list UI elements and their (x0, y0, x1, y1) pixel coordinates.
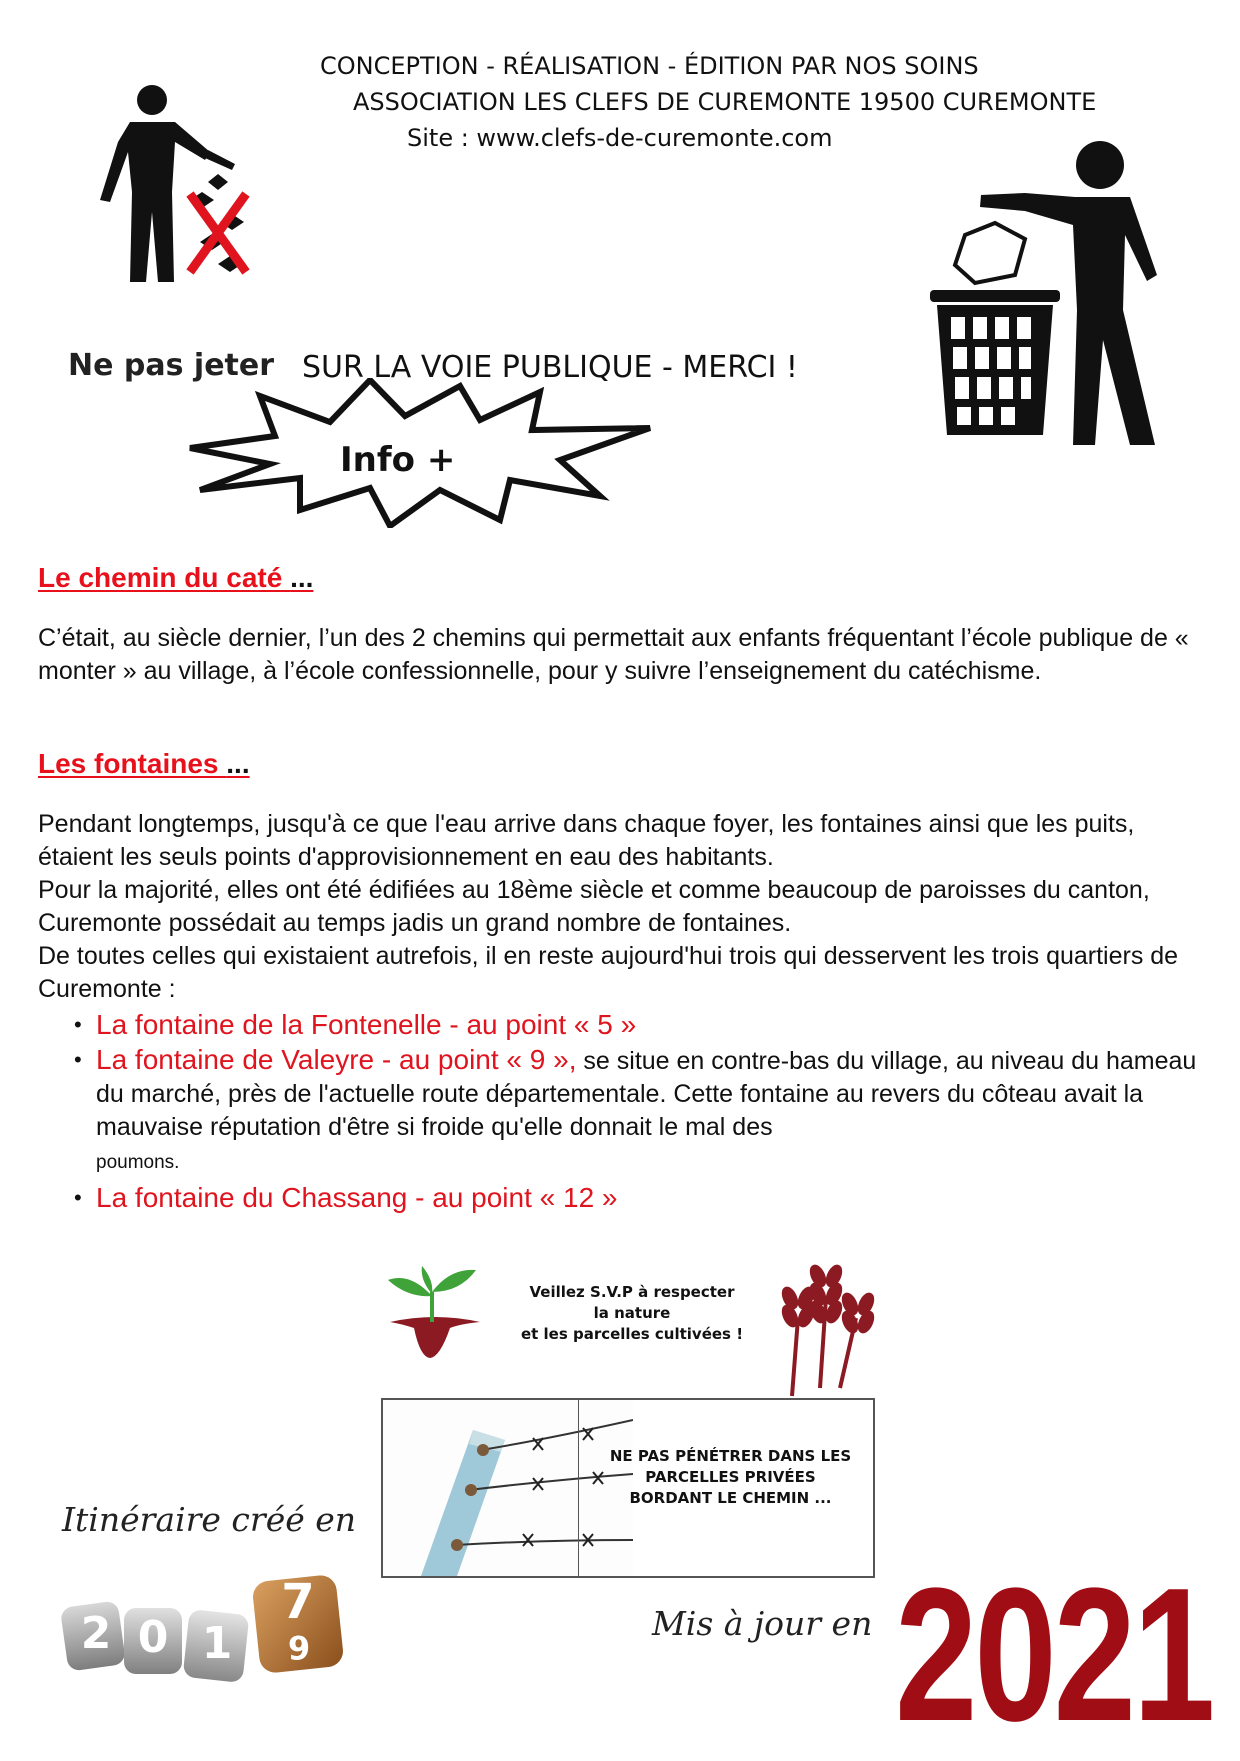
die-digit: 6 (287, 1628, 311, 1666)
private-line-1: NE PAS PÉNÉTRER DANS LES (609, 1447, 852, 1465)
header-website: Site : www.clefs-de-curemonte.com (407, 124, 833, 152)
die-digit: 7 (281, 1574, 315, 1630)
fountain-description: se situe en contre-bas du village, au niveau du hameau du marché, près de l'actuelle route départementale. Cette fontaine au revers du côteau avait la mauvaise réputation d'être si froide qu'elle donnait le mal des (96, 1047, 1197, 1141)
list-item: • La fontaine de Valeyre - au point « 9 », se situe en contre-bas du village, au niveau du hameau du marché, près de l'actuelle route départementale. Cette fontaine au revers du côteau avait la mauvaise réputation d'être si froide qu'elle donnait le mal des poumons. (74, 1044, 1197, 1173)
chemin-paragraph (38, 622, 1198, 688)
die-digit: 2 (80, 1608, 112, 1659)
paper-icon (955, 223, 1025, 283)
list-item: • La fontaine de la Fontenelle - au point « 5 » (74, 1009, 637, 1040)
die-digit: 0 (137, 1612, 169, 1663)
nature-line-2: la nature (593, 1304, 671, 1322)
person-head-icon (1076, 141, 1124, 189)
updated-year: 2021 (895, 1549, 1213, 1761)
year-dice-2017 (64, 1574, 354, 1688)
no-littering-pictogram (90, 82, 290, 312)
created-label: Itinéraire créé en (62, 1500, 357, 1539)
header-line-2: ASSOCIATION LES CLEFS DE CUREMONTE 19500 CUREMONTE (353, 88, 1097, 116)
fountain-name: La fontaine de Valeyre - au point « 9 », (96, 1044, 577, 1075)
fountain-name: La fontaine du Chassang - au point « 12 » (96, 1182, 618, 1213)
section-title-chemin (38, 562, 313, 594)
nature-line-3: et les parcelles cultivées ! (520, 1325, 744, 1343)
fountain-list (74, 1008, 1206, 1216)
person-head-icon (137, 85, 167, 115)
private-plots-sign (381, 1398, 875, 1578)
section-title-fontaines (38, 748, 250, 780)
section-title-chemin-dots: ... (290, 562, 314, 593)
updated-label: Mis à jour en (652, 1604, 873, 1643)
private-line-2: PARCELLES PRIVÉES (645, 1468, 816, 1486)
trash-bin-icon (930, 290, 1060, 435)
info-label: Info + (340, 440, 456, 480)
die-digit: 1 (201, 1618, 233, 1669)
nature-line-1: Veillez S.V.P à respecter (529, 1283, 735, 1301)
fontaines-para-3: De toutes celles qui existaient autrefois, il en reste aujourd'hui trois qui desservent les trois quartiers de Curemonte : (38, 942, 1179, 1003)
wheat-icon (768, 1258, 878, 1398)
plant-icon (380, 1262, 490, 1362)
fountain-name: La fontaine de la Fontenelle - au point « 5 » (96, 1009, 637, 1040)
private-notice-text (593, 1446, 868, 1509)
use-trash-bin-pictogram (925, 135, 1185, 455)
section-title-fontaines-dots: ... (226, 748, 250, 779)
header-line-1: CONCEPTION - RÉALISATION - ÉDITION PAR NOS SOINS (320, 52, 979, 80)
list-item: • La fontaine du Chassang - au point « 12 » (74, 1182, 618, 1213)
voie-publique-label: SUR LA VOIE PUBLIQUE - MERCI ! (302, 350, 798, 385)
fontaines-paragraph (38, 808, 1203, 1006)
section-title-fontaines-text: Les fontaines (38, 748, 227, 779)
private-line-3: BORDANT LE CHEMIN ... (629, 1489, 832, 1507)
chemin-text: C’était, au siècle dernier, l’un des 2 chemins qui permettait aux enfants fréquentant l’école publique de « monter » au village, à l’école confessionnelle, pour y suivre l’enseignement du catéchisme. (38, 624, 1189, 685)
fountain-description-end: poumons. (96, 1152, 180, 1173)
section-title-chemin-text: Le chemin du caté (38, 562, 291, 593)
fontaines-para-2: Pour la majorité, elles ont été édifiées au 18ème siècle et comme beaucoup de paroisses du canton, Curemonte possédait au temps jadis un grand nombre de fontaines. (38, 876, 1150, 937)
litter-piece-icon (208, 174, 228, 190)
ne-pas-jeter-label: Ne pas jeter (68, 348, 275, 383)
nature-notice (512, 1282, 752, 1345)
fontaines-para-1: Pendant longtemps, jusqu'à ce que l'eau arrive dans chaque foyer, les fontaines ainsi que les puits, étaient les seuls points d'approvisionnement en eau des habitants. (38, 810, 1135, 871)
